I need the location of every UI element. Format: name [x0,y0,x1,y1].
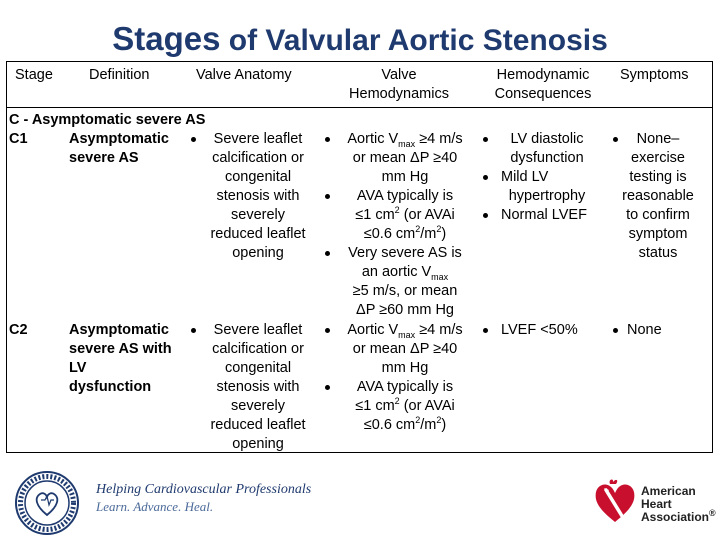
c2-hemo-l5: ≤1 $cm^2$ (or AVAi [355,396,455,414]
c2-anatomy-l5: severely [231,398,285,414]
aha-text-l2: Heart [641,497,672,511]
c1-anatomy-l6: reduced leaflet [210,226,306,242]
bullet [325,194,330,199]
aha-text-l1: American [641,484,696,498]
title-rest: of Valvular Aortic Stenosis [220,24,608,57]
c2-anatomy-l4: stenosis with [216,379,300,395]
c1-anatomy-l4: stenosis with [216,188,300,204]
c1-anatomy-l3: congenital [224,169,292,185]
c2-anatomy-l7: opening [232,436,284,452]
c2-anatomy-l6: reduced leaflet [210,417,306,433]
c2-cons-l1: LVEF <50% [501,322,578,338]
bullet [613,328,618,333]
section-label: C - Asymptomatic severe AS [9,112,206,128]
c1-anatomy-l1: Severe leaflet [213,131,303,147]
c2-anatomy-l1: Severe leaflet [213,322,303,338]
c1-hemo-l2: or mean ΔP ≥40 [352,150,458,166]
bullet [483,328,488,333]
c2-hemo-l2: or mean ΔP ≥40 [352,341,458,357]
header-divider [7,107,712,108]
c1-symptoms-l2: exercise [631,150,685,166]
c2-definition-l2: severe AS with [69,341,172,357]
c1-anatomy-l7: opening [232,245,284,261]
bullet [191,137,196,142]
c1-symptoms-l6: symptom [628,226,688,242]
c1-hemo-l5: ≤1 $cm^2$ (or AVAi [355,205,455,223]
c1-definition-l2: severe AS [69,150,139,166]
header-hemodynamic-consequences-l1: Hemodynamic [496,67,590,83]
c1-cons-l2: dysfunction [510,150,584,166]
c1-hemo-l3: mm Hg [381,169,429,185]
c1-symptoms-l4: reasonable [622,188,694,204]
aha-heart-torch-logo [592,476,638,526]
stage-c2: C2 [9,322,28,338]
bullet [483,213,488,218]
acc-seal-logo [14,470,80,536]
c1-hemo-l10: ΔP ≥60 mm Hg [356,302,454,318]
c2-hemo-l3: mm Hg [381,360,429,376]
header-hemodynamic-consequences-l2: Consequences [494,86,592,102]
bullet [325,137,330,142]
bullet [325,251,330,256]
bullet [483,137,488,142]
c1-anatomy-l5: severely [231,207,285,223]
c1-hemo-l1: Aortic $V_{max} \ge 4$ m/s [347,131,463,149]
c1-hemo-l4: AVA typically is [356,188,454,204]
c1-symptoms-l7: status [638,245,678,261]
header-valve-hemodynamics-l1: Valve [381,67,417,83]
c2-hemo-l4: AVA typically is [356,379,454,395]
c1-anatomy-l2: calcification or [212,150,304,166]
bullet [325,385,330,390]
c1-symptoms-l5: to confirm [626,207,690,223]
c1-hemo-l9: ≥5 m/s, or mean [352,283,458,299]
c2-hemo-l1: Aortic $V_{max} \ge 4$ m/s [347,322,463,340]
c1-cons-l4: hypertrophy [508,188,586,204]
header-symptoms: Symptoms [620,67,689,83]
header-definition: Definition [89,67,150,83]
header-valve-anatomy: Valve Anatomy [196,67,292,83]
bullet [613,137,618,142]
bullet [191,328,196,333]
c1-hemo-l8: an aortic $V_{max}$ [361,264,449,282]
c1-hemo-l7: Very severe AS is [348,245,462,261]
c2-anatomy-l3: congenital [224,360,292,376]
header-stage: Stage [15,67,53,83]
bullet [483,175,488,180]
aha-text-l3: Association® [641,508,716,524]
c2-definition-l1: Asymptomatic [69,322,169,338]
stage-c1: C1 [9,131,28,147]
c1-symptoms-l3: testing is [629,169,687,185]
c2-definition-l3: LV [69,360,87,376]
title-first-word: Stages [112,20,221,57]
c1-cons-l5: Normal LVEF [501,207,587,223]
header-valve-hemodynamics-l2: Hemodynamics [349,86,449,102]
bullet [325,328,330,333]
c1-definition-l1: Asymptomatic [69,131,169,147]
page-title [0,20,720,58]
c1-cons-l3: Mild LV [501,169,549,185]
c1-hemo-l6: ≤0.6 $cm^2/m^2$) [363,224,447,242]
c1-cons-l1: LV diastolic [510,131,584,147]
c2-anatomy-l2: calcification or [212,341,304,357]
c2-definition-l4: dysfunction [69,379,152,395]
c2-symptoms-l1: None [627,322,662,338]
c1-symptoms-l1: None– [636,131,680,147]
acc-tagline-l2: Learn. Advance. Heal. [96,499,214,514]
acc-tagline-l1: Helping Cardiovascular Professionals [96,482,312,497]
c2-hemo-l6: ≤0.6 $cm^2/m^2$) [363,415,447,433]
aortic-stenosis-table [6,61,713,453]
